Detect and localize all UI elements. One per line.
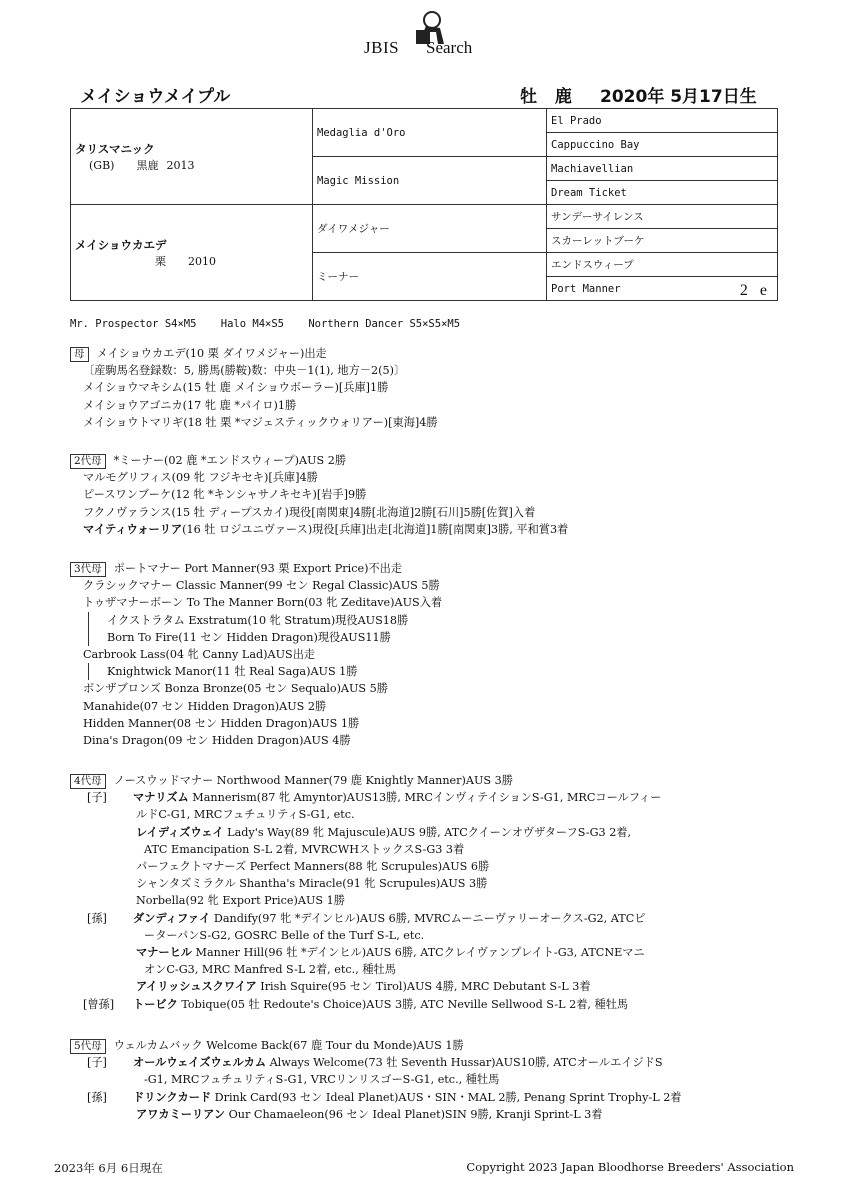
offspring-line: ボンザブロンズ Bonza Bronze(05 セン Sequalo)AUS 5勝	[83, 682, 388, 696]
second-dam-head: *ミーナー(02 鹿 *エンドスウィープ)AUS 2勝	[113, 454, 347, 467]
as-of-date: 2023年 6月 6日現在	[54, 1161, 163, 1175]
dam-offspring: メイショウトマリギ(18 牡 栗 *マジェスティックウォリアー)[東海]4勝	[83, 415, 438, 429]
grandchild-label: [孫]	[87, 911, 107, 925]
logo-search-text: Search	[426, 38, 473, 57]
horse-birth: 2020年 5月17日生	[600, 87, 757, 107]
section-tag: 3代母	[70, 562, 106, 577]
section-tag: 4代母	[70, 774, 106, 789]
offspring-line: Carbrook Lass(04 牝 Canny Lad)AUS出走	[83, 648, 316, 662]
stakes-horse-name: マイティウォーリア	[83, 522, 183, 536]
stakes-horse-name: レイディズウェイ	[136, 825, 224, 839]
copyright: Copyright 2023 Japan Bloodhorse Breeders' Association	[466, 1160, 794, 1174]
grand-offspring-line: イクストラタム Exstratum(10 牝 Stratum)現役AUS18勝	[88, 612, 788, 629]
child-label: [子]	[87, 791, 107, 805]
inbreeding-item: Mr. Prospector S4×M5	[70, 318, 197, 330]
gen3-2[interactable]: Cappuccino Bay	[547, 133, 778, 157]
section-tag: 2代母	[70, 454, 106, 469]
dam-cell[interactable]	[71, 205, 313, 301]
offspring-line: トゥザマナーボーン To The Manner Born(03 牝 Zeditave)AUS入着	[83, 596, 443, 610]
horse-detail: Our Chamaeleon(96 セン Ideal Planet)SIN 9勝, Kranji Sprint-L 3着	[228, 1107, 603, 1121]
third-dam-section	[70, 560, 788, 749]
offspring-line: フクノヴァランス(15 牡 ディープスカイ)現役[南関東]4勝[北海道]2勝[石川]5勝[佐賀]入着	[83, 505, 536, 519]
grand-offspring-line: Knightwick Manor(11 牡 Real Saga)AUS 1勝	[88, 663, 788, 680]
stakes-horse-name: トービク	[133, 997, 178, 1011]
inbreeding-item: Northern Dancer S5×S5×M5	[308, 318, 461, 330]
horse-detail-cont: ルドC-G1, MRCフュチュリティS-G1, etc.	[136, 808, 355, 822]
section-tag: 5代母	[70, 1039, 106, 1054]
horse-detail: Manner Hill(96 牡 *デインヒル)AUS 6勝, ATCクレイヴァンプレイト-G3, ATCNEマニ	[195, 946, 645, 960]
dam-year: 2010	[188, 254, 216, 268]
logo-jbis-text: JBIS	[364, 38, 400, 57]
sire-origin: (GB)	[89, 158, 115, 172]
gen3-7[interactable]: エンドスウィープ	[547, 253, 778, 277]
horse-detail: Irish Squire(95 セン Tirol)AUS 4勝, MRC Debutant S-L 3着	[260, 980, 591, 994]
dam-section	[70, 345, 788, 431]
horse-detail-cont: -G1, MRCフュチュリティS-G1, VRCリンリスゴーS-G1, etc., 種牡馬	[144, 1073, 500, 1087]
gen3-5[interactable]: サンデーサイレンス	[547, 205, 778, 229]
great-grandchild-label: [曾孫]	[83, 997, 115, 1011]
horse-detail-cont: ーターパンS-G2, GOSRC Belle of the Turf S-L, etc.	[144, 928, 425, 942]
horse-sex-color: 牡 鹿	[520, 87, 578, 107]
dam-offspring: メイショウマキシム(15 牡 鹿 メイショウボーラー)[兵庫]1勝	[83, 381, 389, 395]
dam-color: 栗	[155, 254, 166, 268]
gen3-3[interactable]: Machiavellian	[547, 157, 778, 181]
offspring-line: Manahide(07 セン Hidden Dragon)AUS 2勝	[83, 699, 327, 713]
horse-detail: Lady's Way(89 牝 Majuscule)AUS 9勝, ATCクイーンオヴザターフS-G3 2着,	[227, 825, 632, 839]
second-dam-section	[70, 452, 788, 538]
offspring-line: クラシックマナー Classic Manner(99 セン Regal Classic)AUS 5勝	[83, 579, 440, 593]
stakes-horse-name: ダンディファイ	[133, 911, 211, 925]
stakes-horse-name: アワカミーリアン	[136, 1107, 226, 1121]
fifth-dam-section	[70, 1037, 788, 1123]
section-tag: 母	[70, 347, 89, 362]
stakes-horse-name: マナリズム	[133, 791, 189, 805]
stakes-horse-name: オールウェイズウェルカム	[133, 1056, 267, 1070]
inbreeding-item: Halo M4×S5	[220, 318, 284, 330]
family-number: 2 e	[739, 282, 771, 299]
horse-detail: Tobique(05 牡 Redoute's Choice)AUS 3勝, ATC Neville Sellwood S-L 2着, 種牡馬	[181, 997, 629, 1011]
fourth-dam-head: ノースウッドマナー Northwood Manner(79 鹿 Knightly Manner)AUS 3勝	[113, 774, 513, 787]
gen2-dam-dam[interactable]: ミーナー	[313, 253, 547, 301]
horse-header	[80, 82, 778, 106]
dam-name: メイショウカエデ	[75, 237, 167, 252]
gen3-4[interactable]: Dream Ticket	[547, 181, 778, 205]
pedigree-table	[70, 108, 778, 301]
stakes-horse-name: ドリンクカード	[133, 1090, 212, 1104]
sire-name: タリスマニック	[75, 141, 155, 156]
horse-line: パーフェクトマナーズ Perfect Manners(88 牝 Scrupules)AUS 6勝	[136, 860, 490, 874]
sire-cell[interactable]	[71, 109, 313, 205]
inbreeding-line	[70, 318, 478, 330]
horse-line: Norbella(92 牝 Export Price)AUS 1勝	[136, 894, 345, 908]
offspring-detail: (16 牡 ロジユニヴァース)現役[兵庫]出走[北海道]1勝[南関東]3勝, 平和賞3着	[182, 522, 569, 536]
third-dam-head: ポートマナー Port Manner(93 栗 Export Price)不出走	[113, 562, 403, 575]
gen3-8: Port Manner	[551, 282, 621, 295]
stakes-horse-name: アイリッシュスクワイア	[136, 980, 257, 994]
dam-head: メイショウカエデ(10 栗 ダイワメジャー)出走	[96, 347, 327, 360]
sire-year: 2013	[166, 158, 195, 172]
horse-detail-cont: オンC-G3, MRC Manfred S-L 2着, etc., 種牡馬	[144, 963, 396, 977]
horse-detail-cont: ATC Emancipation S-L 2着, MVRCWHストックスS-G3 3着	[144, 842, 465, 856]
fourth-dam-section	[70, 772, 788, 1013]
horse-line: シャンタズミラクル Shantha's Miracle(91 牝 Scrupules)AUS 3勝	[136, 877, 488, 891]
offspring-line: マルモグリフィス(09 牝 フジキセキ)[兵庫]4勝	[83, 471, 318, 485]
dam-offspring: メイショウアゴニカ(17 牝 鹿 *パイロ)1勝	[83, 398, 297, 412]
gen3-8-cell[interactable]	[547, 277, 778, 301]
dam-stats: 〔産駒馬名登録数：5, 勝馬(勝鞍)数：中央－1(1), 地方－2(5)〕	[83, 364, 406, 378]
horse-detail: Mannerism(87 牝 Amyntor)AUS13勝, MRCインヴィテイションS-G1, MRCコールフィー	[192, 791, 662, 805]
horse-detail: Dandify(97 牝 *デインヒル)AUS 6勝, MVRCムーニーヴァリーオークス-G2, ATCピ	[213, 911, 646, 925]
gen3-1[interactable]: El Prado	[547, 109, 778, 133]
fifth-dam-head: ウェルカムバック Welcome Back(67 鹿 Tour du Monde)AUS 1勝	[113, 1039, 464, 1052]
child-label: [子]	[87, 1056, 107, 1070]
offspring-line: Dina's Dragon(09 セン Hidden Dragon)AUS 4勝	[83, 734, 351, 748]
offspring-line: ピースワンブーケ(12 牝 *キンシャサノキセキ)[岩手]9勝	[83, 488, 367, 502]
horse-detail: Always Welcome(73 牡 Seventh Hussar)AUS10勝, ATCオールエイジドS	[269, 1056, 663, 1070]
offspring-line: Hidden Manner(08 セン Hidden Dragon)AUS 1勝	[83, 716, 360, 730]
sire-color: 黒鹿	[136, 158, 159, 172]
gen2-dam-sire[interactable]: ダイワメジャー	[313, 205, 547, 253]
stakes-horse-name: マナーヒル	[136, 946, 192, 960]
horse-name: メイショウメイプル	[80, 87, 231, 107]
grand-offspring-line: Born To Fire(11 セン Hidden Dragon)現役AUS11勝	[88, 629, 788, 646]
horse-detail: Drink Card(93 セン Ideal Planet)AUS・SIN・MAL 2勝, Penang Sprint Trophy-L 2着	[214, 1090, 682, 1104]
gen3-6[interactable]: スカーレットブーケ	[547, 229, 778, 253]
gen2-sire-sire[interactable]: Medaglia d'Oro	[313, 109, 547, 157]
grandchild-label: [孫]	[87, 1090, 107, 1104]
gen2-sire-dam[interactable]: Magic Mission	[313, 157, 547, 205]
jbis-search-logo[interactable]	[364, 10, 504, 58]
